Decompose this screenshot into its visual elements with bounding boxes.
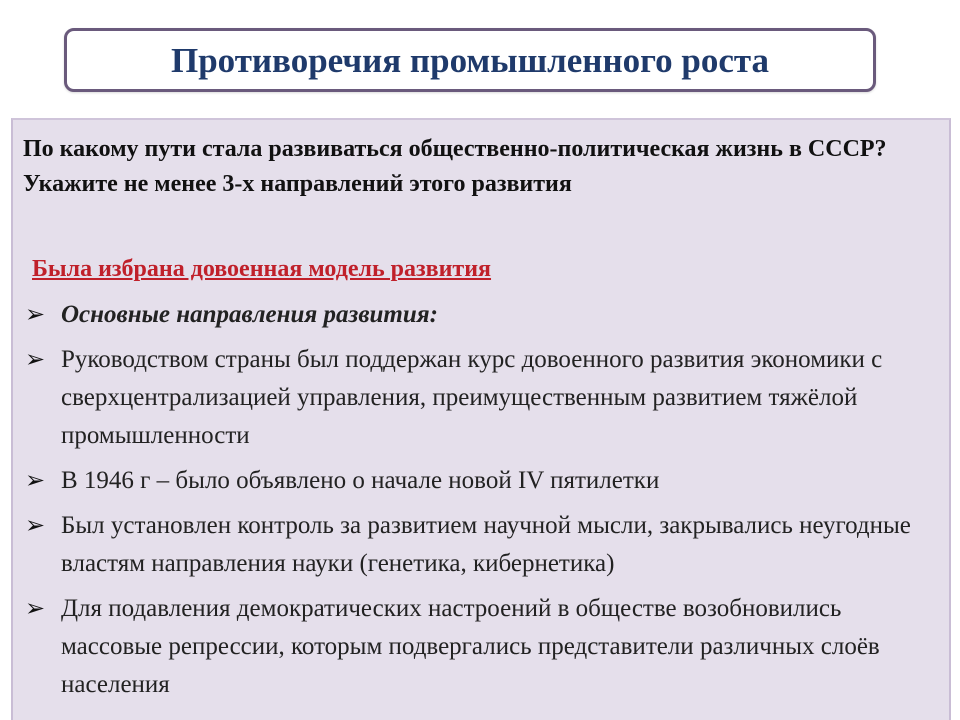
arrow-bullet-icon: ➢ [25,302,46,328]
title-box [64,28,876,92]
bullet-item [25,590,945,704]
bullet-text: Был установлен контроль за развитием научной мысли, закрывались неугодные властям направления науки (генетика, кибернетика) [61,512,911,577]
arrow-bullet-icon: ➢ [25,468,46,494]
arrow-bullet-icon: ➢ [25,347,46,373]
arrow-bullet-icon: ➢ [25,513,46,539]
subheading-text: Была избрана довоенная модель развития [32,256,492,282]
bullet-text: Руководством страны был поддержан курс довоенного развития экономики с сверхцентрализацией управления, преимущественным развитием тяжёлой промышленности [61,346,883,449]
slide-title: Противоречия промышленного роста [170,41,770,80]
content-panel [11,118,951,720]
bullet-text: Основные направления развития: [61,301,438,328]
bullet-list [25,296,945,711]
bullet-item [25,296,945,334]
bullet-text: В 1946 г – было объявлено о начале новой IV пятилетки [61,467,660,494]
bullet-item [25,507,945,583]
arrow-bullet-icon: ➢ [25,596,46,622]
bullet-item [25,341,945,455]
bullet-item [25,462,945,500]
question-text: По какому пути стала развиваться общественно-политическая жизнь в СССР? Укажите не менее 3-х направлений этого развития [23,136,887,197]
bullet-text: Для подавления демократических настроений в обществе возобновились массовые репрессии, которым подвергались представители различных слоёв населения [61,595,880,698]
